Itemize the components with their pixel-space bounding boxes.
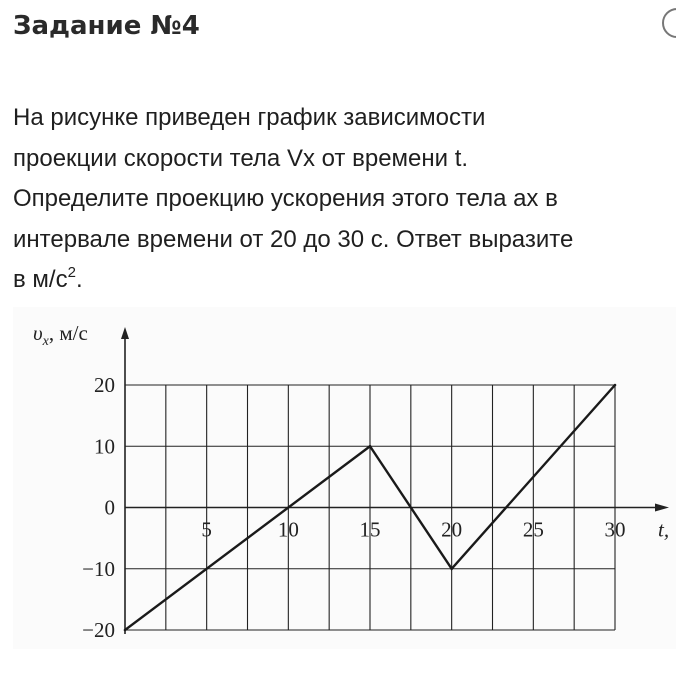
units-text: в м/с (13, 266, 68, 293)
y-axis-arrow-icon (121, 327, 129, 339)
units-superscript: 2 (67, 264, 76, 281)
y-tick-label: 10 (94, 434, 115, 459)
y-tick-label: 20 (94, 373, 115, 397)
x-tick-label: 30 (604, 517, 626, 542)
x-tick-label: 10 (277, 517, 299, 542)
problem-line: Определите проекцию ускорения этого тела ax в (13, 185, 558, 212)
series-vertex-point (450, 567, 453, 570)
x-tick-label: 25 (522, 517, 544, 542)
problem-line: интервале времени от 20 до 30 с. Ответ выразите (13, 225, 574, 253)
x-tick-label: 15 (359, 517, 381, 542)
series-vertex-point (124, 629, 127, 632)
corner-toggle-icon[interactable] (662, 8, 676, 38)
y-tick-label: −20 (82, 618, 115, 642)
x-axis-arrow-icon (655, 504, 669, 512)
units-period: . (75, 266, 83, 293)
x-tick-label: 5 (201, 517, 212, 542)
series-vertex-point (369, 445, 372, 448)
graph-panel (13, 307, 676, 649)
problem-line-units (13, 260, 676, 301)
series-vertex-point (614, 384, 617, 387)
problem-statement (13, 98, 676, 301)
problem-line: проекции скорости тела Vx от времени t. (13, 144, 469, 172)
task-title: Задание №4 (13, 11, 200, 41)
x-tick-label: 20 (441, 517, 463, 542)
x-axis-title: t, (658, 517, 670, 542)
y-tick-label: −10 (82, 556, 115, 581)
velocity-time-graph (13, 307, 676, 649)
y-axis-title: $\upsilon_x$, м/с (33, 321, 88, 349)
problem-line: На рисунке приведен график зависимости (13, 104, 486, 131)
axes (121, 327, 669, 634)
y-tick-label: 0 (104, 495, 115, 520)
